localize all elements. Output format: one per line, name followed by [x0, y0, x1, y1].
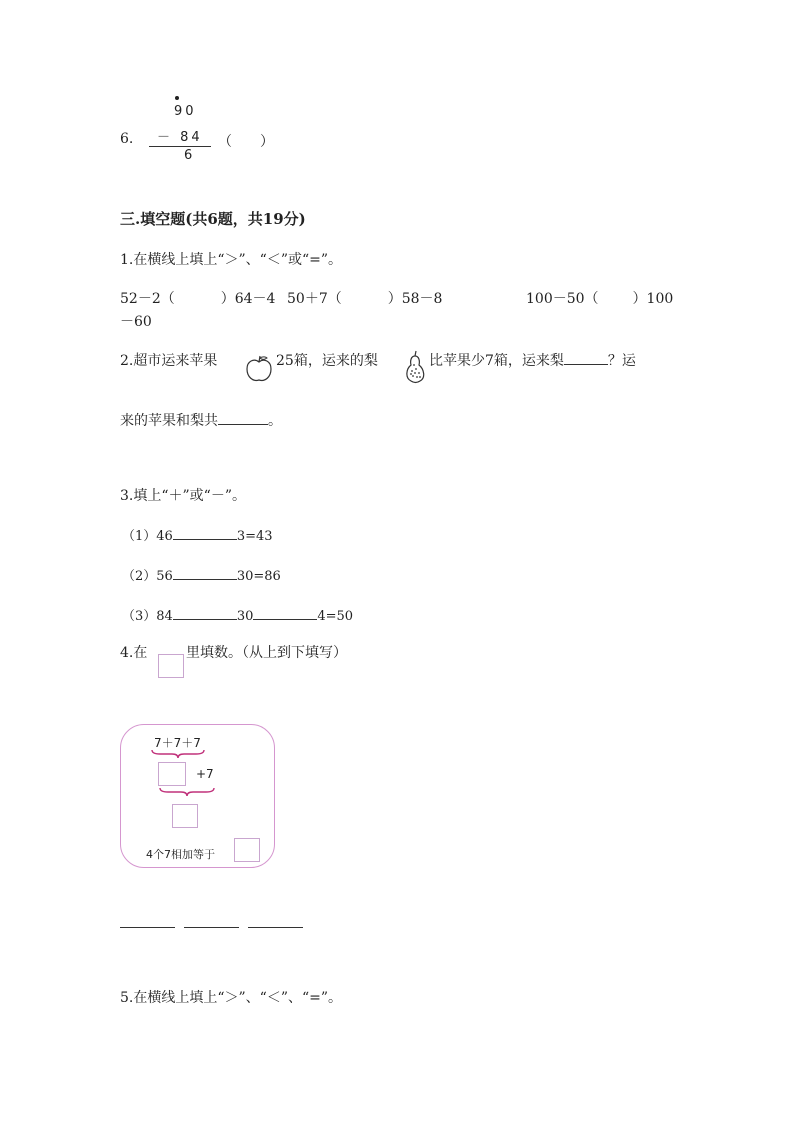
q2-line2-text: 来的苹果和梨共 — [120, 413, 218, 429]
q3-item-rest: 3=43 — [236, 529, 273, 544]
q2-part3-text: 比苹果少7箱，运来梨 — [429, 353, 564, 369]
q2-part1: 2.超市运来苹果 — [120, 353, 218, 369]
q4-answer-line-2[interactable] — [184, 927, 239, 928]
q1-prompt: 1.在横线上填上“＞”、“＜”或“=”。 — [120, 252, 343, 268]
pear-icon — [403, 350, 427, 384]
q1c-right: ）100 — [632, 291, 674, 307]
q1b — [287, 288, 442, 308]
q4-prompt-square — [158, 654, 184, 678]
q3-prompt: 3.填上“＋”或“－”。 — [120, 488, 246, 504]
q1b-left: 50＋7（ — [287, 291, 342, 307]
q4-diagram-expr: 7＋7＋7 — [154, 736, 201, 750]
q6-result: 6 — [184, 148, 196, 163]
q4-diagram-caption: 4个7相加等于 — [146, 848, 215, 861]
q4-answer-line-3[interactable] — [248, 927, 303, 928]
q2-pear-answer-blank[interactable] — [564, 350, 608, 365]
q4-box-1[interactable] — [158, 762, 186, 786]
q6-rule-line — [149, 146, 211, 147]
q4-prompt-end: 里填数。（从上到下填写） — [186, 645, 347, 661]
q3-item2-blank[interactable] — [173, 565, 237, 580]
q6-subtrahend: － 84 — [157, 130, 203, 145]
q3-item-1 — [122, 525, 273, 544]
section-heading: 三.填空题(共6题，共19分) — [120, 210, 306, 228]
q2-line2 — [120, 410, 282, 430]
q1c — [526, 288, 673, 308]
q6-number: 6. — [120, 131, 134, 147]
q6-top-number: 90 — [174, 104, 197, 119]
q1a-left: 52－2（ — [120, 291, 175, 307]
q3-item-label: （1）46 — [122, 529, 173, 544]
q3-item-2 — [122, 565, 281, 584]
q2-total-answer-blank[interactable] — [218, 410, 268, 425]
q3-item1-blank[interactable] — [173, 525, 237, 540]
q1c-continuation: －60 — [120, 314, 152, 330]
q1c-left: 100－50（ — [526, 291, 599, 307]
q4-plus-seven: +7 — [196, 767, 214, 781]
q5-prompt: 5.在横线上填上“＞”、“＜”、“=”。 — [120, 990, 343, 1006]
q2-part2: 25箱，运来的梨 — [276, 353, 378, 369]
apple-icon — [244, 354, 274, 384]
q3-item-label: （2）56 — [122, 569, 173, 584]
q2-part4-text: ？运 — [607, 353, 636, 369]
q1b-right: ）58－8 — [387, 291, 443, 307]
q4-prompt-start: 4.在 — [120, 645, 148, 661]
q3-item3-blank-a[interactable] — [173, 605, 237, 620]
q3-item-rest: 30=86 — [236, 569, 281, 584]
q1a-right: ）64－4 — [220, 291, 276, 307]
q4-box-2[interactable] — [172, 804, 198, 828]
q6-carry-dot — [175, 96, 179, 100]
q3-item-3 — [122, 605, 353, 624]
q6-answer-paren[interactable]: （ ） — [218, 134, 274, 150]
q4-answer-line-1[interactable] — [120, 927, 175, 928]
q3-item-mid: 30 — [236, 609, 254, 624]
q1-row — [120, 288, 275, 308]
q2-line2-end: 。 — [268, 413, 282, 429]
q3-item-rest: 4=50 — [317, 609, 354, 624]
q4-bottom-brace — [158, 786, 216, 798]
q3-item-label: （3）84 — [122, 609, 173, 624]
q4-box-3[interactable] — [234, 838, 260, 862]
q2-part3 — [429, 350, 636, 370]
q3-item3-blank-b[interactable] — [253, 605, 317, 620]
q4-top-brace — [150, 748, 206, 760]
